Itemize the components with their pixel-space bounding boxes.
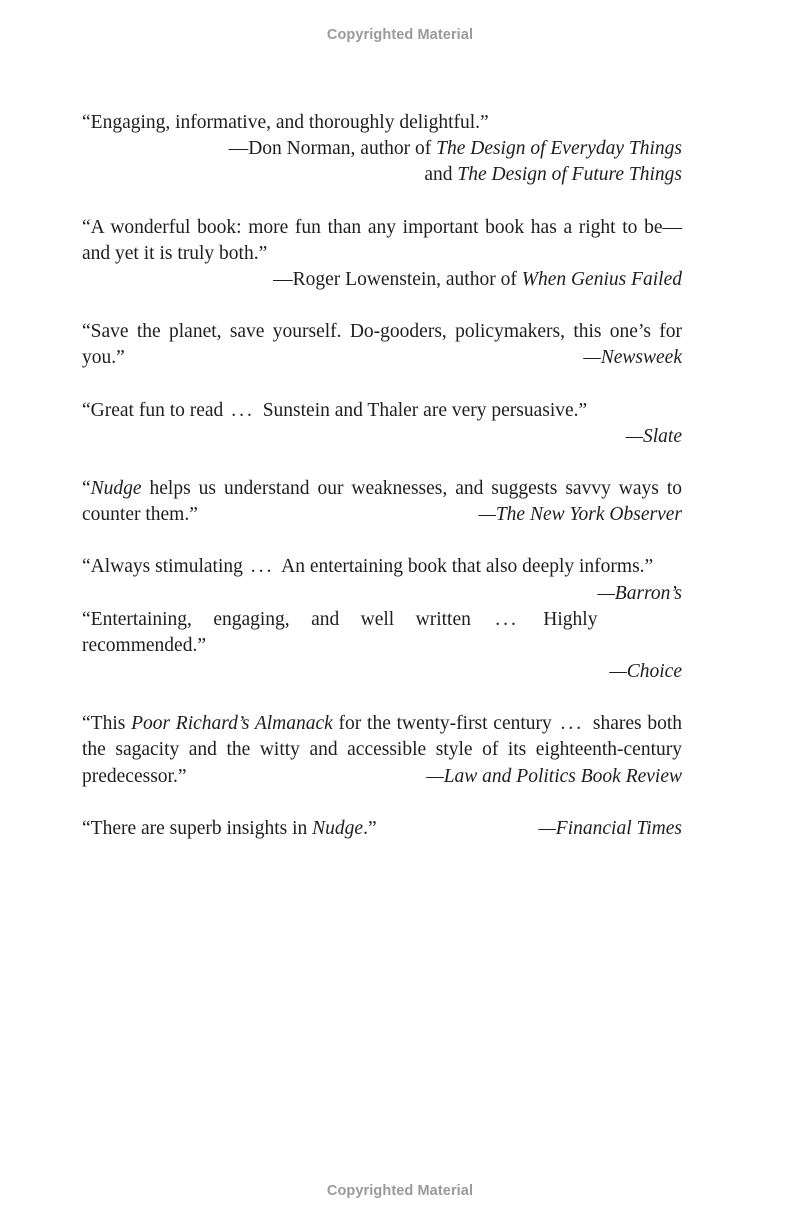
ellipsis: ...: [250, 556, 275, 578]
blurb-source: —Slate: [625, 425, 682, 447]
blurb-quote: “There are superb insights in Nudge.” —Financial Times: [82, 816, 682, 842]
blurb-law-and-politics: [82, 711, 682, 790]
ellipsis: ...: [560, 713, 585, 735]
blurb-quote: “Great fun to read ... Sunstein and Thaler are very persuasive.”: [82, 399, 588, 421]
blurb-barrons: [82, 554, 682, 604]
blurb-attribution: [82, 659, 682, 685]
blurb-don-norman: [82, 110, 682, 189]
blurb-new-york-observer: [82, 476, 682, 528]
blurb-attribution: [82, 136, 682, 162]
blurb-quote: “Save the planet, save yourself. Do-gooders, policymakers, this one’s for you.” —Newsweek: [82, 319, 682, 371]
book-title: Nudge: [312, 817, 364, 839]
attribution-author: —Don Norman, author of: [228, 138, 437, 160]
book-title: When Genius Failed: [521, 269, 682, 291]
watermark-bottom: Copyrighted Material: [326, 1183, 474, 1199]
blurb-source: —Law and Politics Book Review: [426, 765, 682, 787]
ellipsis: ...: [495, 608, 519, 630]
blurb-quote: “A wonderful book: more fun than any important book has a right to be—and yet it is truly both.”: [82, 216, 682, 264]
blurb-source: —The New York Observer: [478, 504, 682, 526]
blurb-roger-lowenstein: [82, 215, 682, 294]
attribution-connector: and: [424, 164, 458, 186]
book-title: The Design of Future Things: [457, 164, 682, 186]
blurb-attribution: [82, 424, 682, 450]
blurb-quote: “This Poor Richard’s Almanack for the twenty-first century ... shares both the sagacity and the witty and accessible style of its eighteenth-century predecessor.” —Law and Politics Book Review: [82, 711, 682, 790]
book-title: Poor Richard’s Almanack: [131, 713, 333, 735]
blurb-quote: “Entertaining, engaging, and well written ... Highly recommended.”: [82, 608, 598, 656]
ellipsis: ...: [231, 399, 255, 421]
blurb-quote: “Engaging, informative, and thoroughly delightful.”: [82, 112, 489, 133]
blurb-attribution-line-2: [82, 162, 682, 188]
book-title: The Design of Everyday Things: [436, 138, 682, 160]
praise-blurbs: [82, 110, 682, 842]
blurb-source: —Financial Times: [538, 817, 682, 839]
blurb-source: —Barron’s: [597, 582, 682, 604]
blurb-choice: [82, 607, 682, 686]
blurb-quote: “Always stimulating ... An entertaining book that also deeply informs.” —Barron’s: [82, 554, 682, 580]
blurb-slate: [82, 398, 682, 450]
blurb-source: —Newsweek: [583, 347, 682, 369]
watermark-top: Copyrighted Material: [326, 27, 474, 43]
book-title: Nudge: [90, 478, 142, 500]
blurb-quote: “Nudge helps us understand our weaknesses, and suggests savvy ways to counter them.” —The New York Observer: [82, 476, 682, 528]
blurb-source: —Choice: [609, 661, 682, 683]
attribution-author: —Roger Lowenstein, author of: [273, 269, 522, 291]
blurb-newsweek: [82, 319, 682, 371]
blurb-financial-times: [82, 816, 682, 842]
blurb-attribution: [82, 267, 682, 293]
